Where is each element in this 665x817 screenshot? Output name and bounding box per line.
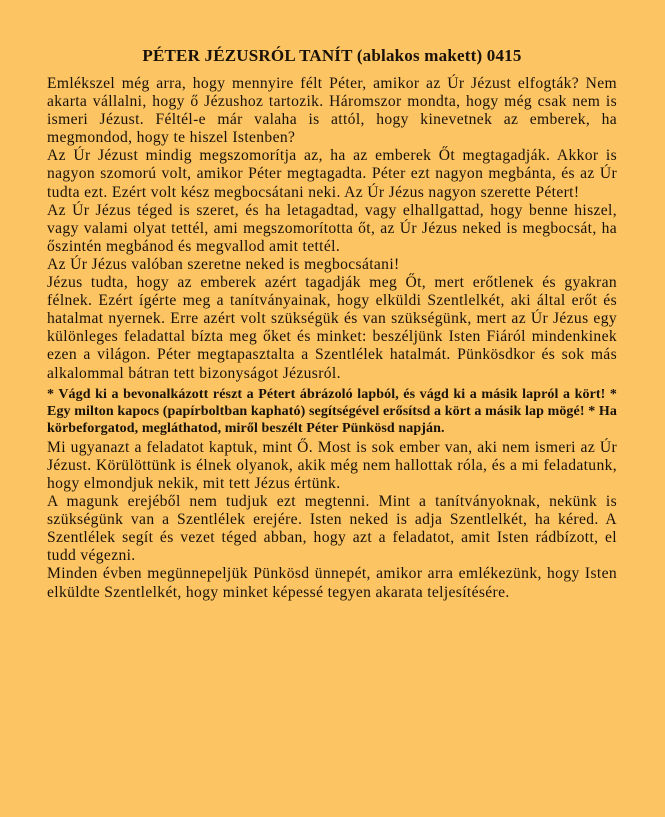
- document-body: [47, 75, 617, 602]
- title-main: PÉTER JÉZUSRÓL TANÍT: [142, 46, 353, 65]
- paragraph-1: Emlékszel még arra, hogy mennyire félt Péter, amikor az Úr Jézust elfogták? Nem akarta vállalni, hogy ő Jézushoz tartozik. Háromszor mondta, hogy még csak nem is ismeri Jézust. Féltél-e már valaha is attól, hogy kinevetnek az emberek, ha megmondod, hogy te hiszel Istenben?: [47, 75, 617, 147]
- paragraph-5: Jézus tudta, hogy az emberek azért tagadják meg Őt, mert erőtlenek és gyakran félnek. Ezért ígérte meg a tanítványainak, hogy elküldi Szentlelkét, aki által erőt és hatalmat nyernek. Erre azért volt szükségük és van szükségünk, mert az Úr Jézus egy különleges feladattal bízta meg őket és minket: beszéljünk Isten Fiáról mindenkinek ezen a világon. Péter megtapasztalta a Szentlélek hatalmát. Pünkösdkor és sok más alkalommal bátran tett bizonyságot Jézusról.: [47, 274, 617, 382]
- paragraph-3: Az Úr Jézus téged is szeret, és ha letagadtad, vagy elhallgattad, hogy benne hiszel, vagy valami olyat tettél, ami megszomorította őt, az Úr Jézus neked is megbocsát, ha őszintén megbánod és megvallod amit tettél.: [47, 201, 617, 255]
- paragraph-2: Az Úr Jézust mindig megszomorítja az, ha az emberek Őt megtagadják. Akkor is nagyon szomorú volt, amikor Péter megtagadta. Péter ezt nagyon megbánta, és az Úr tudta ezt. Ezért volt kész megbocsátani neki. Az Úr Jézus nagyon szerette Pétert!: [47, 147, 617, 201]
- paragraph-6: Mi ugyanazt a feladatot kaptuk, mint Ő. Most is sok ember van, aki nem ismeri az Úr Jézust. Körülöttünk is élnek olyanok, akik még nem hallottak róla, és a mi feladatunk, hogy elmondjuk nekik, mit tett Jézus értünk.: [47, 438, 617, 492]
- paragraph-7: A magunk erejéből nem tudjuk ezt megtenni. Mint a tanítványoknak, nekünk is szükségünk van a Szentlélek erejére. Isten neked is adja Szentlelkét, ha kéred. A Szentlélek segít és vezet téged abban, hogy azt a feladatot, amit Isten rádbízott, el tudd végezni.: [47, 493, 617, 565]
- paragraph-8: Minden évben megünnepeljük Pünkösd ünnepét, amikor arra emlékezünk, hogy Isten elküldte Szentlelkét, hogy minket képessé tegyen akarata teljesítésére.: [47, 565, 617, 601]
- craft-instructions: * Vágd ki a bevonalkázott részt a Pétert ábrázoló lapból, és vágd ki a másik lapról a kört! * Egy milton kapocs (papírboltban kapható) segítségével erősítsd a kört a másik lap mögé! * Ha körbeforgatod, megláthatod, miről beszélt Péter Pünkösd napján.: [47, 386, 617, 437]
- page-title: [47, 46, 617, 66]
- title-code: 0415: [486, 46, 522, 65]
- title-subtitle: (ablakos makett): [356, 46, 483, 65]
- paragraph-4: Az Úr Jézus valóban szeretne neked is megbocsátani!: [47, 255, 400, 273]
